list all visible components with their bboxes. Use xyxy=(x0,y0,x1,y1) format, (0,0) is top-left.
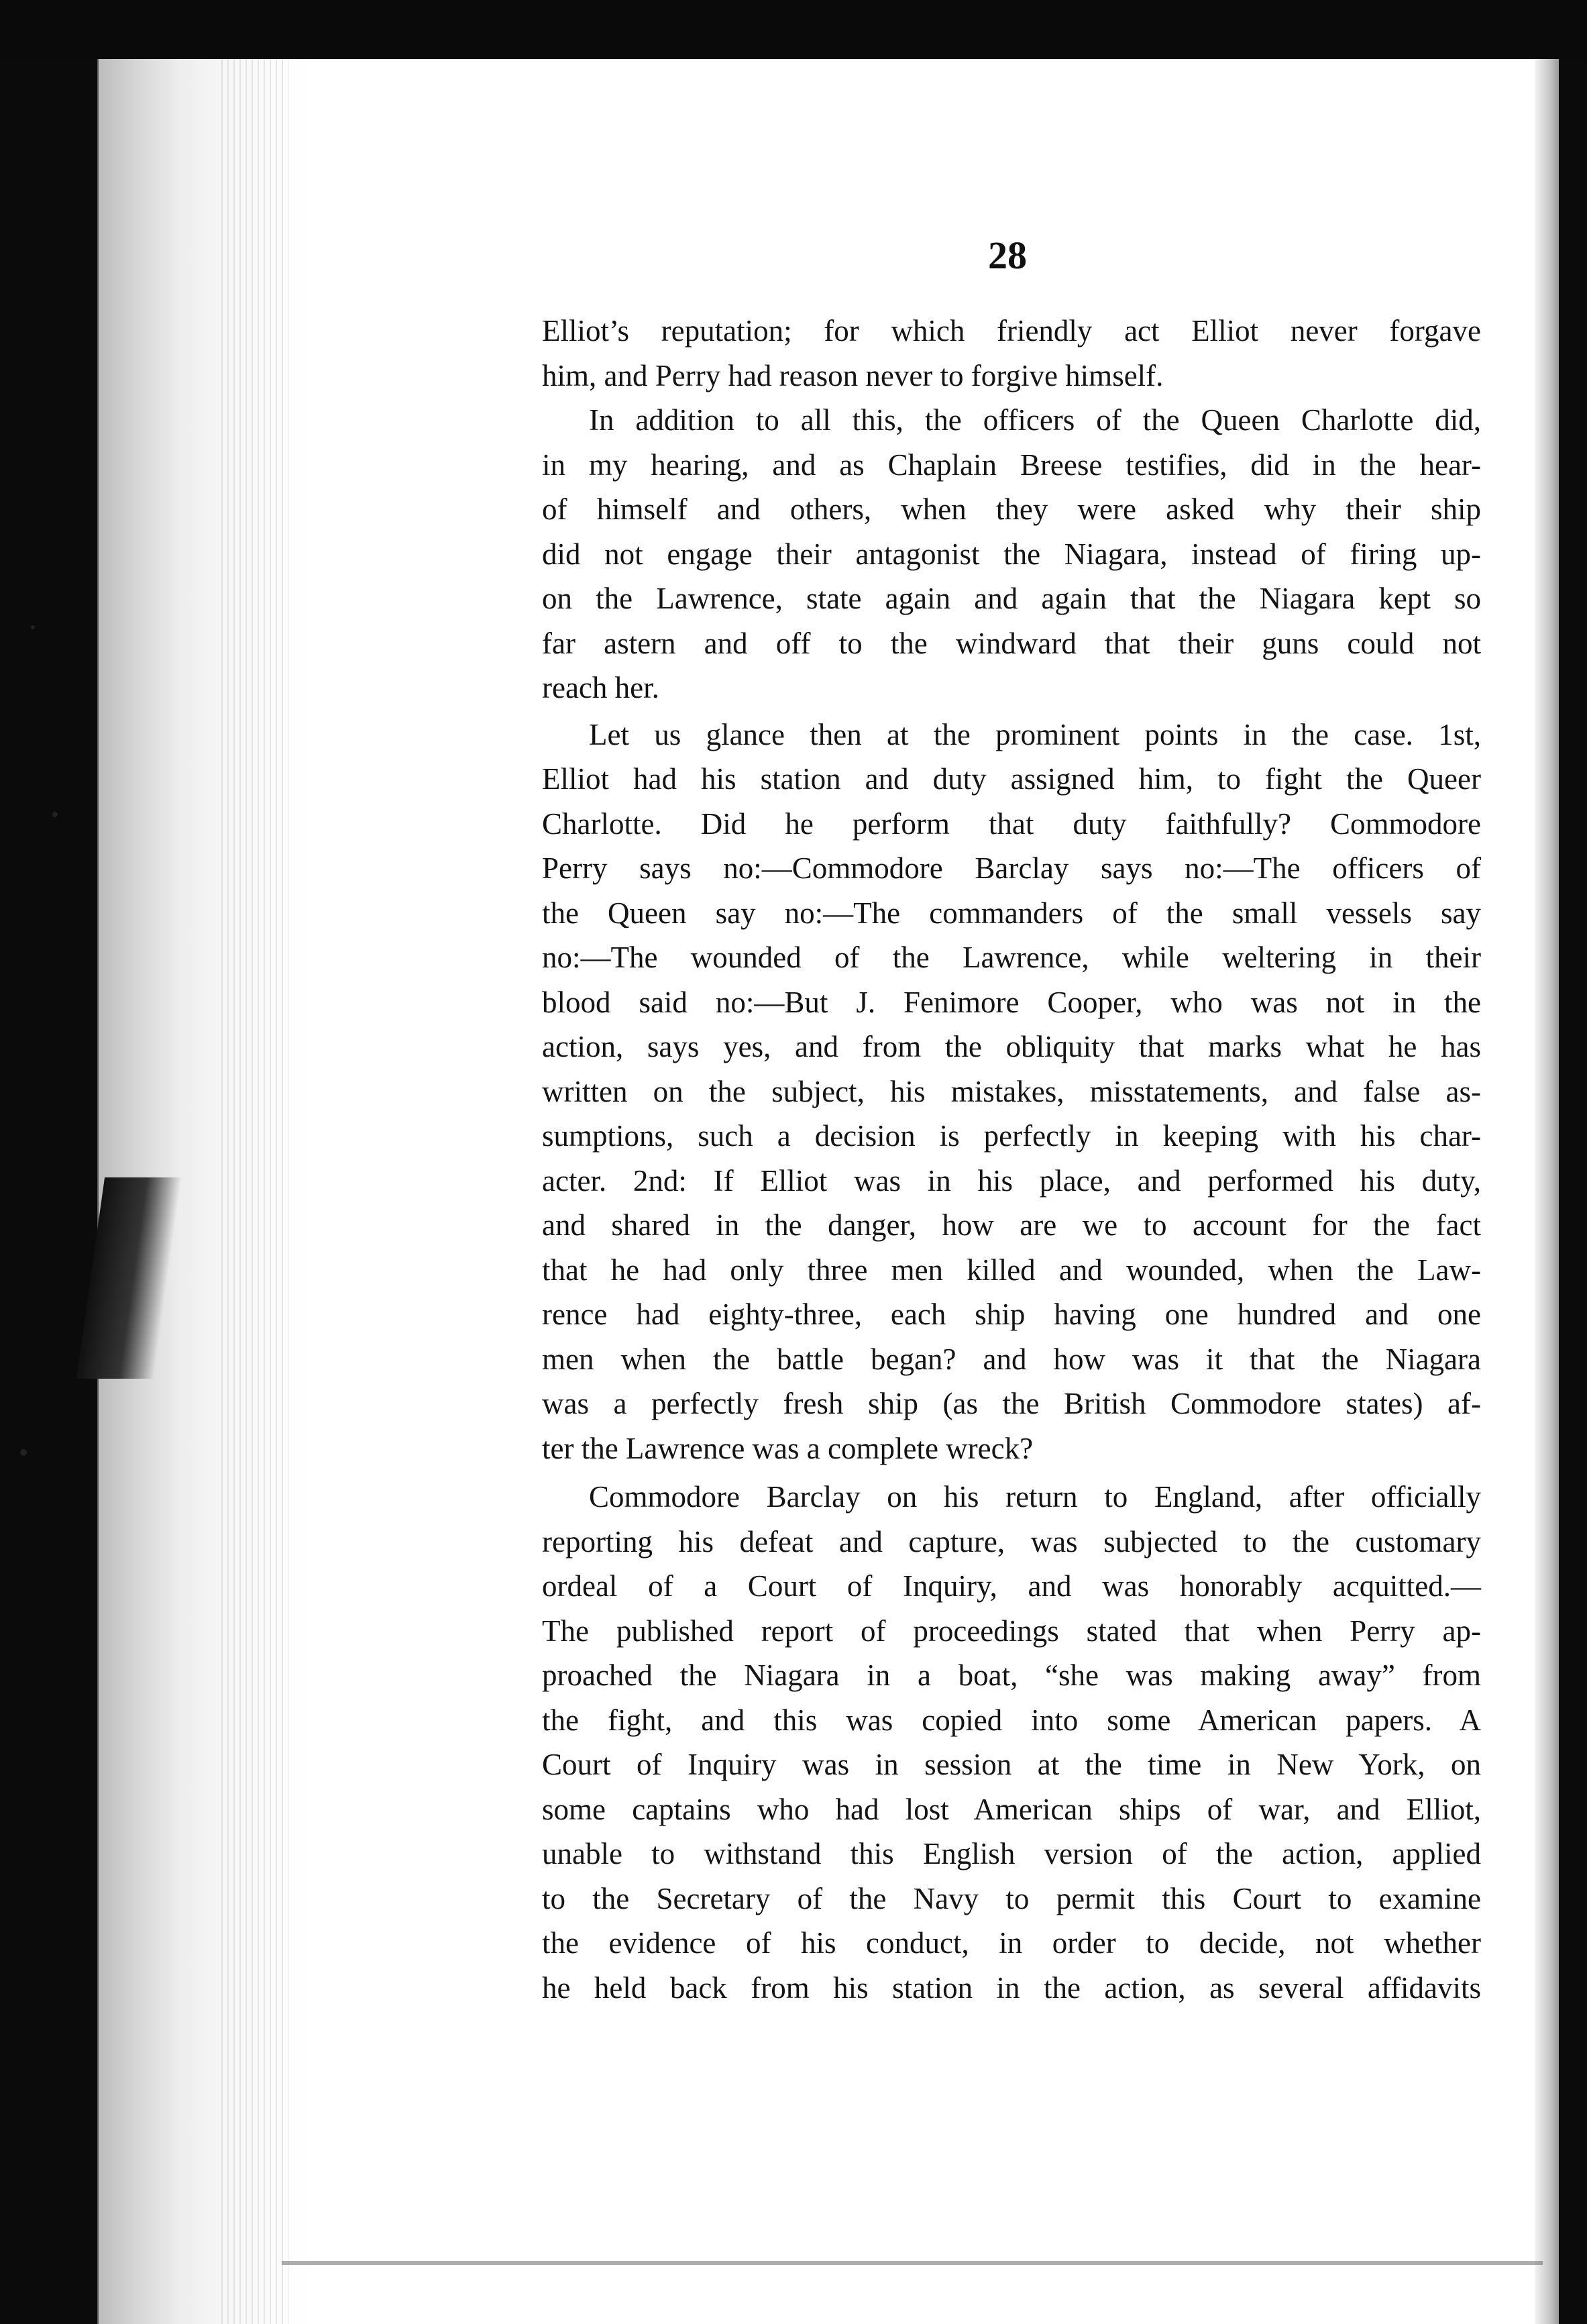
body-text xyxy=(542,309,1481,2010)
text-line: Charlotte. Did he perform that duty faithfully? Commodore xyxy=(542,806,1481,841)
text-line: that he had only three men killed and wounded, when the Law- xyxy=(542,1253,1481,1287)
page-number: 28 xyxy=(988,233,1027,277)
text-line: him, and Perry had reason never to forgive himself. xyxy=(542,358,1164,392)
text-line: Commodore Barclay on his return to England, after officially xyxy=(589,1480,1481,1514)
text-line: and shared in the danger, how are we to account for the fact xyxy=(542,1208,1481,1242)
text-line: action, says yes, and from the obliquity that marks what he has xyxy=(542,1030,1481,1063)
text-line: Perry says no:—Commodore Barclay says no:—The officers of xyxy=(542,851,1481,885)
text-line: The published report of proceedings stated that when Perry ap- xyxy=(542,1614,1481,1648)
page-bottom-edge xyxy=(282,2261,1543,2265)
text-line: in my hearing, and as Chaplain Breese testifies, did in the hear- xyxy=(542,447,1481,482)
text-line: some captains who had lost American ships of war, and Elliot, xyxy=(542,1792,1481,1826)
scan-speck xyxy=(52,812,58,817)
text-line: the fight, and this was copied into some American papers. A xyxy=(542,1703,1481,1737)
text-line: ordeal of a Court of Inquiry, and was honorably acquitted.— xyxy=(542,1569,1481,1603)
text-line: on the Lawrence, state again and again that the Niagara kept so xyxy=(542,582,1481,615)
text-line: blood said no:—But J. Fenimore Cooper, who was not in the xyxy=(542,985,1481,1019)
text-line: the evidence of his conduct, in order to decide, not whether xyxy=(542,1926,1481,1960)
text-line: sumptions, such a decision is perfectly in keeping with his char- xyxy=(542,1119,1481,1153)
text-line: to the Secretary of the Navy to permit this Court to examine xyxy=(542,1881,1481,1915)
text-line: of himself and others, when they were asked why their ship xyxy=(542,492,1481,526)
page-edge-lines xyxy=(221,59,288,2324)
text-line: written on the subject, his mistakes, misstatements, and false as- xyxy=(542,1074,1481,1108)
text-line: was a perfectly fresh ship (as the British Commodore states) af- xyxy=(542,1387,1481,1420)
text-line: he held back from his station in the action, as several affidavits xyxy=(542,1970,1481,2005)
text-line: acter. 2nd: If Elliot was in his place, and performed his duty, xyxy=(542,1163,1481,1198)
scan-border-right xyxy=(1559,59,1587,2324)
text-line: the Queen say no:—The commanders of the small vessels say xyxy=(542,896,1481,930)
text-line: reach her. xyxy=(542,671,659,704)
text-line: Elliot’s reputation; for which friendly act Elliot never forgave xyxy=(542,314,1481,348)
text-line: men when the battle began? and how was it that the Niagara xyxy=(542,1342,1481,1376)
page-right-shadow xyxy=(1535,59,1559,2324)
text-line: Elliot had his station and duty assigned him, to fight the Queer xyxy=(542,762,1481,796)
text-line: In addition to all this, the officers of the Queen Charlotte did, xyxy=(589,403,1481,437)
text-line: unable to withstand this English version of the action, applied xyxy=(542,1837,1481,1870)
text-line: Let us glance then at the prominent points in the case. 1st, xyxy=(589,717,1481,751)
text-line: far astern and off to the windward that their guns could not xyxy=(542,626,1481,660)
scan-speck xyxy=(20,1449,27,1456)
text-line: did not engage their antagonist the Niagara, instead of firing up- xyxy=(542,537,1481,571)
text-line: Court of Inquiry was in session at the time in New York, on xyxy=(542,1748,1481,1781)
text-line: ter the Lawrence was a complete wreck? xyxy=(542,1431,1034,1465)
text-line: no:—The wounded of the Lawrence, while weltering in their xyxy=(542,941,1481,974)
text-line: rence had eighty-three, each ship having one hundred and one xyxy=(542,1298,1481,1331)
scan-border-left xyxy=(0,59,97,2324)
scan-border-top xyxy=(0,0,1587,59)
text-line: reporting his defeat and capture, was subjected to the customary xyxy=(542,1524,1481,1559)
text-line: proached the Niagara in a boat, “she was making away” from xyxy=(542,1658,1481,1692)
scan-speck xyxy=(31,625,35,629)
